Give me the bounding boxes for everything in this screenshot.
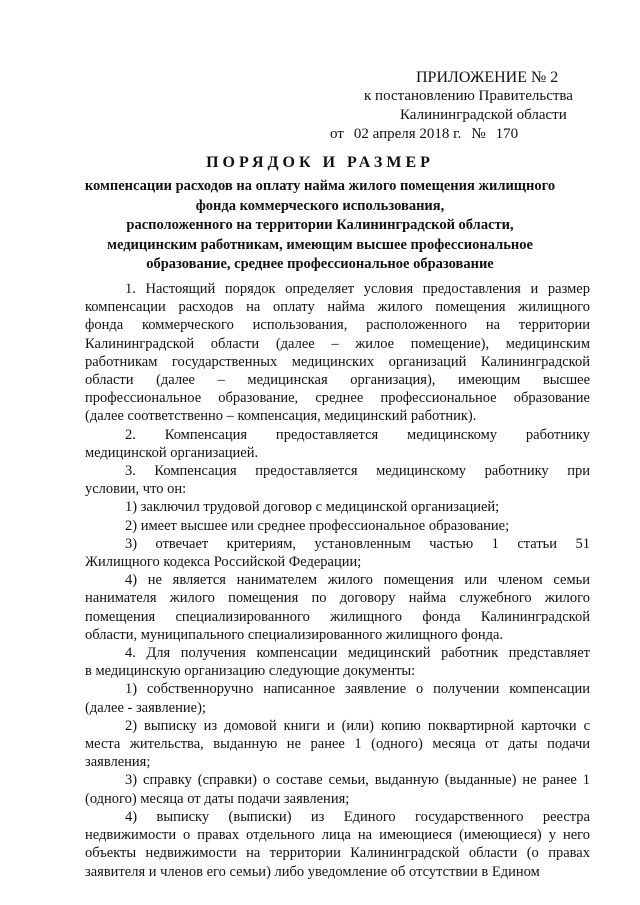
body-line: 4) не является нанимателем жилого помещения или членом семьи <box>125 572 590 589</box>
body-line: 2. Компенсация предоставляется медицинскому работнику <box>125 426 590 443</box>
appendix-label: ПРИЛОЖЕНИЕ № 2 <box>416 69 559 86</box>
body-line: (далее соответственно – компенсация, медицинский работник). <box>85 408 477 425</box>
subtitle-line: образование, среднее профессиональное образование <box>146 256 494 273</box>
body-line: 4. Для получения компенсации медицинский работник представляет <box>125 645 590 662</box>
date-value: 02 апреля 2018 г. <box>353 126 462 142</box>
subtitle-line: медицинским работникам, имеющим высшее профессиональное <box>107 236 533 253</box>
body-line: заявления; <box>85 754 151 771</box>
body-line: нанимателя жилого помещения по договору найма служебного жилого <box>85 590 590 607</box>
body-line: области, муниципального специализированного жилищного фонда. <box>85 626 504 643</box>
body-line: медицинской организацией. <box>85 444 259 461</box>
appendix-region: Калининградской области <box>400 107 567 123</box>
body-line: области (далее – медицинская организация), имеющим высшее <box>85 372 590 389</box>
body-line: недвижимости о правах отдельного лица на имеющиеся (имеющиеся) у него <box>85 827 590 844</box>
subtitle-line: фонда коммерческого использования, <box>195 197 445 214</box>
body-line: фонда коммерческого использования, расположенного на территории <box>85 317 590 334</box>
body-line: 1) собственноручно написанное заявление о получении компенсации <box>125 681 590 698</box>
body-line: 3. Компенсация предоставляется медицинскому работнику при <box>125 463 590 480</box>
body-line: 4) выписку (выписки) из Единого государственного реестра <box>125 808 590 825</box>
subtitle-line: компенсации расходов на оплату найма жилого помещения жилищного <box>84 178 556 194</box>
document-body <box>85 280 590 881</box>
body-line: Калининградской области (далее – жилое помещение), медицинским <box>85 335 590 352</box>
body-line: 3) отвечает критериям, установленным частью 1 статьи 51 <box>125 535 590 552</box>
body-line: условии, что он: <box>85 481 187 498</box>
body-line: 2) выписку из домовой книги и (или) копию поквартирной карточки с <box>125 717 590 734</box>
body-line: (одного) месяца от даты подачи заявления; <box>85 790 350 807</box>
body-line: профессиональное образование, среднее профессиональное образование <box>85 390 590 407</box>
appendix-resolution: к постановлению Правительства <box>364 88 573 104</box>
date-prefix: от <box>330 126 344 142</box>
body-line: 1) заключил трудовой договор с медицинской организацией; <box>125 499 500 516</box>
number-value: 170 <box>495 126 519 142</box>
body-line: работникам государственных медицинских организаций Калининградской <box>85 353 590 370</box>
appendix-date-line <box>330 125 600 144</box>
body-line: места жительства, выданную не ранее 1 (одного) месяца от даты подачи <box>85 736 590 753</box>
subtitle-line: расположенного на территории Калининградской области, <box>126 217 514 234</box>
body-line: 3) справку (справки) о составе семьи, выданную (выданные) не ранее 1 <box>125 772 590 789</box>
body-line: в медицинскую организацию следующие документы: <box>85 663 416 680</box>
body-line: помещения специализированного жилищного фонда Калининградской <box>85 608 590 625</box>
body-line: заявителя и членов его семьи) либо уведомление об отсутствии в Едином <box>85 863 540 880</box>
body-line: объекты недвижимости на территории Калининградской области (о правах <box>85 845 590 862</box>
body-line: (далее - заявление); <box>85 699 206 716</box>
body-line: компенсации расходов на оплату найма жилого помещения жилищного <box>85 299 590 316</box>
number-prefix: № <box>471 126 486 142</box>
body-line: Жилищного кодекса Российской Федерации; <box>85 554 362 571</box>
body-line: 2) имеет высшее или среднее профессиональное образование; <box>125 517 510 534</box>
body-line: 1. Настоящий порядок определяет условия предоставления и размер <box>125 281 590 297</box>
appendix-header <box>330 68 600 144</box>
document-title: ПОРЯДОК И РАЗМЕР <box>206 154 434 171</box>
document-subtitle <box>70 177 570 275</box>
